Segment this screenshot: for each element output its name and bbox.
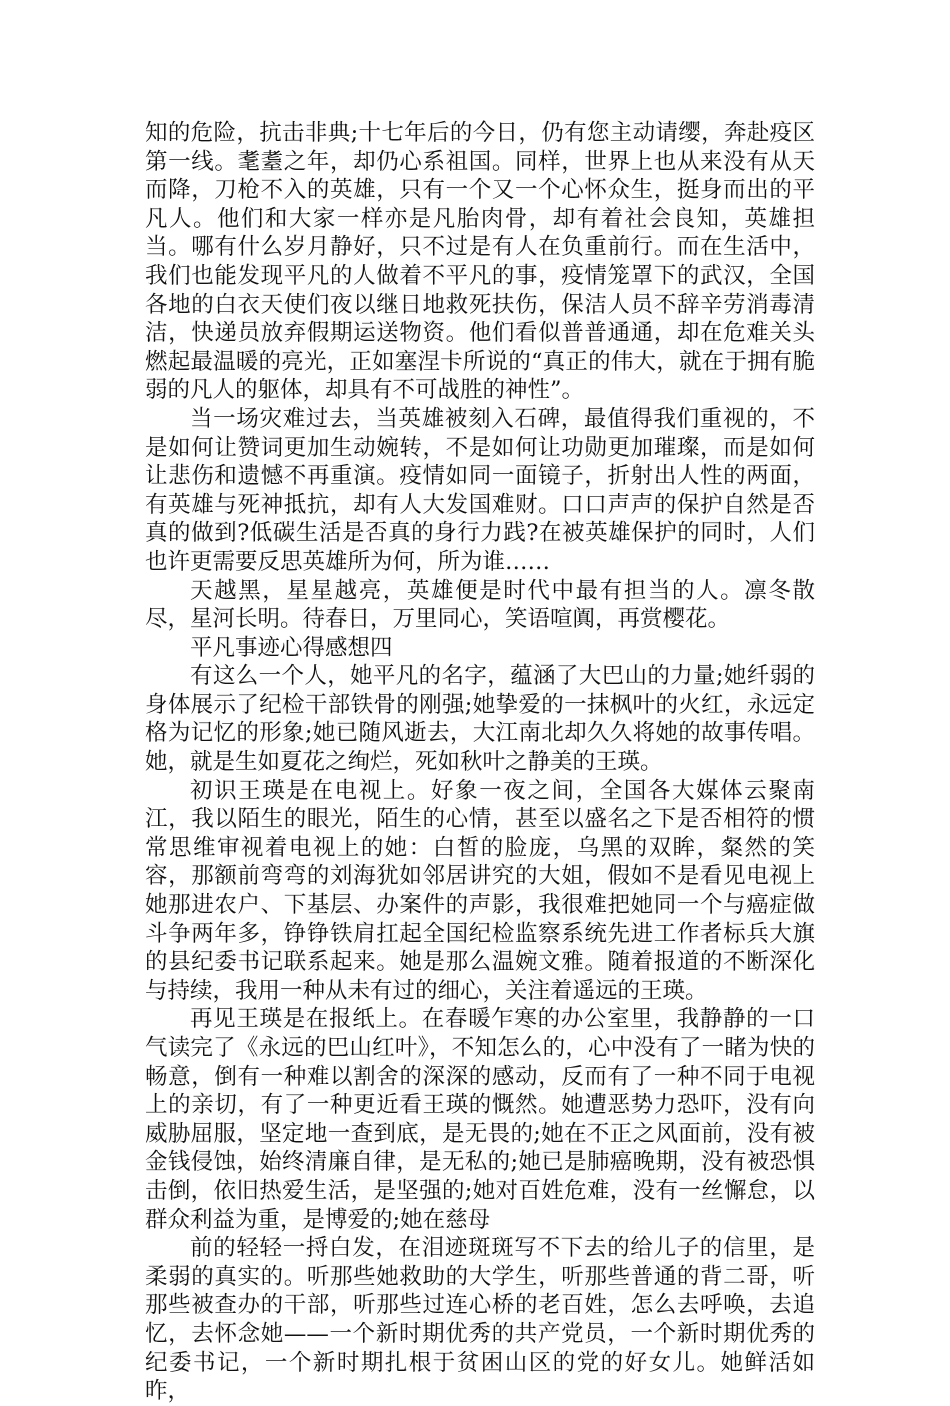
paragraph-3: 天越黑，星星越亮，英雄便是时代中最有担当的人。凛冬散尽，星河长明。待春日，万里同心，笑语喧阗，再赏樱花。 — [145, 577, 815, 633]
paragraph-4: 有这么一个人，她平凡的名字，蕴涵了大巴山的力量;她纤弱的身体展示了纪检干部铁骨的刚强;她挚爱的一抹枫叶的火红，永远定格为记忆的形象;她已随风逝去，大江南北却久久将她的故事传唱。她，就是生如夏花之绚烂，死如秋叶之静美的王瑛。 — [145, 663, 815, 776]
paragraph-6: 再见王瑛是在报纸上。在春暖乍寒的办公室里，我静静的一口气读完了《永远的巴山红叶》，不知怎么的，心中没有了一睹为快的畅意，倒有一种难以割舍的深深的感动，反而有了一种不同于电视上的亲切，有了一种更近看王瑛的慨然。她遭恶势力恐吓，没有向威胁屈服，坚定地一查到底，是无畏的;她在不正之风面前，没有被金钱侵蚀，始终清廉自律，是无私的;她已是肺癌晚期，没有被恐惧击倒，依旧热爱生活，是坚强的;她对百姓危难，没有一丝懈怠，以群众利益为重，是博爱的;她在慈母 — [145, 1006, 815, 1233]
document-body — [145, 119, 815, 1406]
paragraph-1: 知的危险，抗击非典;十七年后的今日，仍有您主动请缨，奔赴疫区第一线。耄耋之年，却仍心系祖国。同样，世界上也从来没有从天而降，刀枪不入的英雄，只有一个又一个心怀众生，挺身而出的平凡人。他们和大家一样亦是凡胎肉骨，却有着社会良知，英雄担当。哪有什么岁月静好，只不过是有人在负重前行。而在生活中，我们也能发现平凡的人做着不平凡的事，疫情笼罩下的武汉，全国各地的白衣天使们夜以继日地救死扶伤，保洁人员不辞辛劳消毒清洁，快递员放弃假期运送物资。他们看似普普通通，却在危难关头燃起最温暖的亮光，正如塞涅卡所说的“真正的伟大，就在于拥有脆弱的凡人的躯体，却具有不可战胜的神性”。 — [145, 120, 815, 404]
paragraph-7: 前的轻轻一捋白发，在泪迹斑斑写不下去的给儿子的信里，是柔弱的真实的。听那些她救助的大学生，听那些普通的背二哥，听那些被查办的干部，听那些过连心桥的老百姓，怎么去呼唤，去追忆，去怀念她——一个新时期优秀的共产党员，一个新时期优秀的纪委书记，一个新时期扎根于贫困山区的党的好女儿。她鲜活如昨， — [145, 1235, 815, 1405]
paragraph-2: 当一场灾难过去，当英雄被刻入石碑，最值得我们重视的，不是如何让赞词更加生动婉转，不是如何让功勋更加璀璨，而是如何让悲伤和遗憾不再重演。疫情如同一面镜子，折射出人性的两面，有英雄与死神抵抗，却有人大发国难财。口口声声的保护自然是否真的做到?低碳生活是否真的身行力践?在被英雄保护的同时，人们也许更需要反思英雄所为何，所为谁…… — [145, 405, 815, 575]
paragraph-5: 初识王瑛是在电视上。好象一夜之间，全国各大媒体云聚南江，我以陌生的眼光，陌生的心情，甚至以盛名之下是否相符的惯常思维审视着电视上的她：白皙的脸庞，乌黑的双眸，粲然的笑容，那额前弯弯的刘海犹如邻居讲究的大姐，假如不是看见电视上她那进农户、下基层、办案件的声影，我很难把她同一个与癌症做斗争两年多，铮铮铁肩扛起全国纪检监察系统先进工作者标兵大旗的县纪委书记联系起来。她是那么温婉文雅。随着报道的不断深化与持续，我用一种从未有过的细心，关注着遥远的王瑛。 — [145, 777, 815, 1004]
section-heading: 平凡事迹心得感想四 — [190, 634, 393, 661]
